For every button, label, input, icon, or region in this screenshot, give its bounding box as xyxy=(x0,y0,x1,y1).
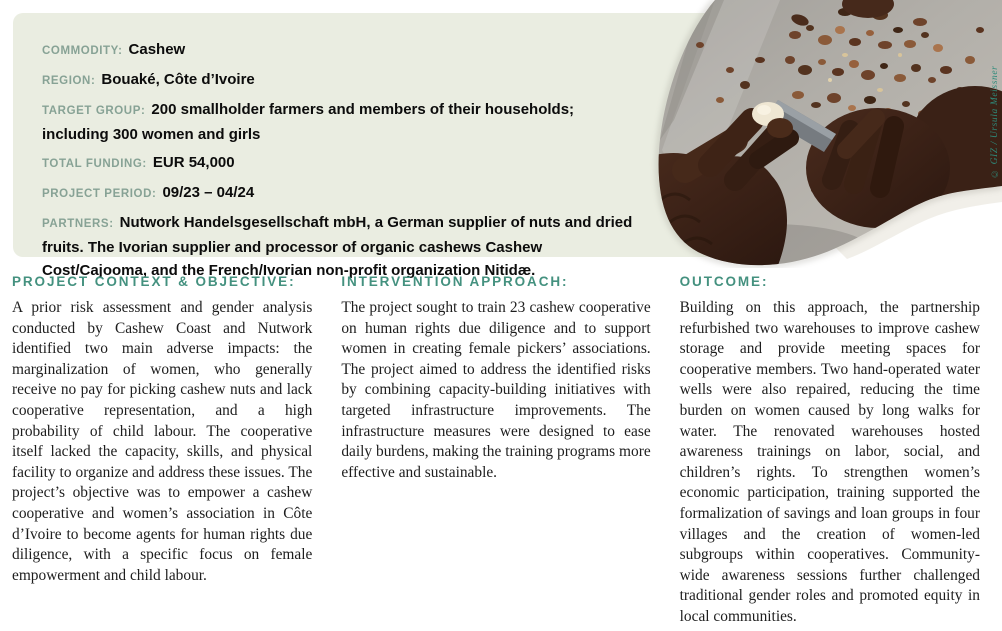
section-body-intervention-approach: The project sought to train 23 cashew cooperative on human rights due diligence and to support women in creating female pickers’ associations. The project aimed to address the identified risks by combining capacity-building initiatives with targeted infrastructure improvements. The infrastructure measures were designed to ease daily burdens, making the training programs more effective and sustainable. xyxy=(341,299,651,481)
section-project-context xyxy=(12,274,312,628)
field-target-group xyxy=(42,98,602,146)
content-columns xyxy=(12,274,980,628)
field-partners xyxy=(42,211,642,282)
field-project-period xyxy=(42,181,702,206)
section-heading-project-context: PROJECT CONTEXT & OBJECTIVE: xyxy=(12,274,296,289)
field-label-region: REGION: xyxy=(42,75,96,87)
section-outcome xyxy=(680,274,980,628)
section-body-project-context: A prior risk assessment and gender analysis conducted by Cashew Coast and Nutwork identified two main adverse impacts: the marginalization of women, who generally receive no pay for picking cashew nuts and lack cooperative representation, and a high probability of child labour. The cooperative itself lacked the capacity, skills, and physical facility to organize and address these issues. The project’s objective was to empower a cashew cooperative and women’s association in Côte d’Ivoire to become agents for human rights due diligence, with a specific focus on female empowerment and child labour. xyxy=(12,299,313,584)
field-value-total-funding: EUR 54,000 xyxy=(152,154,235,171)
cashew-shelling-photo xyxy=(640,0,1002,268)
field-total-funding xyxy=(42,151,702,176)
photo-credit: © GIZ / Ursula Meissner xyxy=(990,65,1000,178)
field-commodity xyxy=(42,38,702,63)
field-value-partners: Nutwork Handelsgesellschaft mbH, a German supplier of nuts and dried fruits. The Ivorian supplier and processor of organic cashews Cashew Cost/Cajooma, and the French/Ivorian non-profit organization Nitidæ. xyxy=(42,214,633,279)
field-value-target-group: 200 smallholder farmers and members of their households; including 300 women and girls xyxy=(42,101,575,143)
section-heading-outcome: OUTCOME: xyxy=(679,274,769,289)
field-label-partners: PARTNERS: xyxy=(42,218,114,230)
field-label-project-period: PROJECT PERIOD: xyxy=(42,188,157,200)
field-label-target-group: TARGET GROUP: xyxy=(42,105,146,117)
field-value-commodity: Cashew xyxy=(128,41,186,58)
field-label-commodity: COMMODITY: xyxy=(42,45,123,57)
section-heading-intervention-approach: INTERVENTION APPROACH: xyxy=(341,274,569,289)
field-value-region: Bouaké, Côte d’Ivoire xyxy=(101,71,255,88)
section-body-outcome: Building on this approach, the partnership refurbished two warehouses to improve cashew storage and provide meeting spaces for cooperative members. Two hand-operated water wells were also repaired, reducing the time burden on women caused by long walks for water. The renovated warehouses hosted awareness trainings on labor, social, and children’s rights. To strengthen women’s economic participation, training supported the formalization of savings and loan groups in four villages and the creation of women-led subgroups within cooperatives. Community-wide awareness sessions further challenged traditional gender roles and promoted equity in local communities. xyxy=(679,299,980,625)
field-value-project-period: 09/23 – 04/24 xyxy=(162,184,255,201)
field-region xyxy=(42,68,702,93)
section-intervention-approach xyxy=(341,274,650,628)
photo-illustration xyxy=(640,0,1002,268)
field-label-total-funding: TOTAL FUNDING: xyxy=(42,158,147,170)
